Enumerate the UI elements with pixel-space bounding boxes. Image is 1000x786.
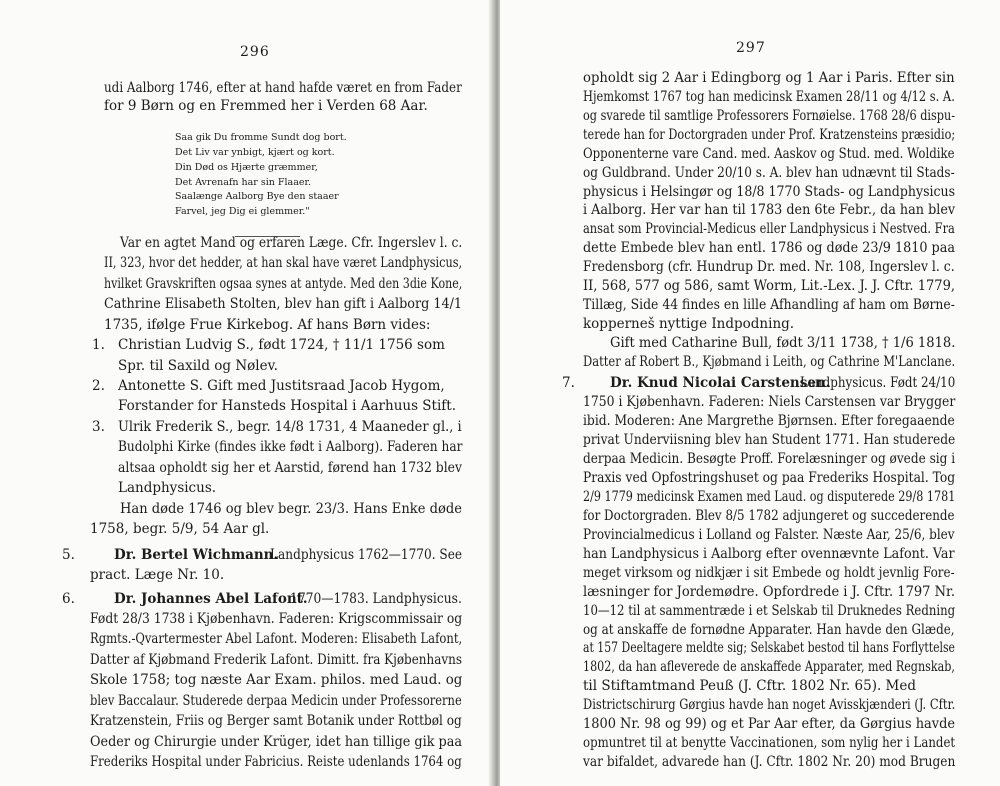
text-line: 2/9 1779 medicinsk Examen med Laud. og disputerede 29/8 1781: [583, 489, 956, 505]
text-line: 10—12 til at sammentræde i et Selskab til Druknedes Redning: [583, 602, 956, 619]
poem-line: Farvel, jeg Dig ei glemmer.": [175, 206, 310, 218]
text-line: 1758, begr. 5/9, 54 Aar gl.: [90, 520, 270, 537]
list-item: altsaa opholdt sig her et Aarstid, førend han 1732 blev: [118, 459, 462, 476]
text-line: Rgmts.-Qvartermester Abel Lafont. Moderen: Elisabeth Lafont,: [90, 631, 463, 648]
poem-line: Din Død os Hjærte græmmer,: [175, 161, 318, 173]
text-line: meget virksom og nidkjær i sit Embede og holdt jevnlig Fore-: [583, 564, 955, 581]
list-item: Budolphi Kirke (findes ikke født i Aalborg). Faderen har: [118, 439, 463, 456]
list-item: Spr. til Saxild og Nølev.: [118, 357, 278, 374]
text-line: Opponenterne vare Cand. med. Aaskov og Stud. med. Woldike: [583, 145, 955, 162]
text-line: Frederiks Hospital under Fabricius. Reiste udenlands 1764 og: [90, 754, 462, 770]
entry-name: Dr. Johannes Abel Lafont.: [114, 590, 308, 607]
text-line: Var en agtet Mand og erfaren Læge. Cfr. Ingerslev l. c.: [120, 235, 463, 252]
text-line: han Landphysicus i Aalborg efter ovennævnte Lafont. Var: [583, 545, 955, 562]
text-line: i Aalborg. Her var han til 1783 den 6te Febr., da han blev: [583, 202, 956, 219]
text-line: Fredensborg (cfr. Hundrup Dr. med. Nr. 108, Ingerslev l. c.: [583, 259, 955, 276]
text-line: 1735, ifølge Frue Kirkebog. Af hans Børn vides:: [104, 316, 431, 333]
list-item: Forstander for Hansteds Hospital i Aarhuus Stift.: [118, 398, 457, 415]
text-line: opmuntret til at benytte Vaccinationen, som nylig her i Landet: [583, 735, 956, 752]
text-line: Datter af Kjøbmand Frederik Lafont. Dimitt. fra Kjøbenhavns: [90, 651, 463, 668]
text-line: udi Aalborg 1746, efter at hand hafde været en from Fader: [104, 80, 462, 96]
text-line: for 9 Børn og en Fremmed her i Verden 68 Aar.: [104, 97, 428, 114]
text-line: 1800 Nr. 98 og 99) og et Par Aar efter, da Gørgius havde: [583, 716, 956, 733]
text-line: 1802, da han afleverede de anskaffede Apparater, med Regnskab,: [583, 659, 955, 676]
entry-name: Dr. Bertel Wichmann.: [114, 546, 279, 563]
entry-number: 6.: [62, 590, 75, 607]
text-line: 1750 i Kjøbenhavn. Faderen: Niels Carstensen var Brygger: [583, 394, 956, 411]
list-number: 2.: [92, 378, 105, 394]
list-number: 3.: [92, 418, 105, 435]
poem-line: Det Liv var ynbigt, kjært og kort.: [175, 146, 335, 158]
text-line: ibid. Moderen: Ane Margrethe Bjørnsen. Efter foregaaende: [583, 413, 955, 430]
list-item: Landphysicus.: [118, 480, 217, 497]
list-item: Christian Ludvig S., født 1724, † 11/1 1756 som: [118, 337, 445, 354]
text-line: Landphysicus. Født 24/10: [800, 375, 956, 392]
entry-number: 7.: [562, 375, 575, 392]
poem-line: Saalænge Aalborg Bye den staaer: [175, 191, 339, 203]
text-line: kopperneš nyttige Indpodning.: [583, 316, 795, 333]
list-item: Ulrik Frederik S., begr. 14/8 1731, 4 Maaneder gl., i: [118, 418, 462, 435]
text-line: var bifaldet, advarede han (J. Cftr. 1802 Nr. 20) mod Brugen: [583, 754, 956, 770]
poem-line: Det Avrenafn har sin Flaaer.: [175, 176, 312, 188]
list-item: Antonette S. Gift med Justitsraad Jacob Hygom,: [118, 378, 445, 394]
text-line: Gift med Catharine Bull, født 3/11 1738, † 1/6 1818.: [610, 334, 956, 351]
text-line: dette Embede blev han entl. 1786 og døde 23/9 1810 paa: [583, 240, 955, 257]
entry-name: Dr. Knud Nicolai Carstensen.: [610, 375, 831, 392]
text-line: terede han for Doctorgraden under Prof. Kratzensteins præsidio;: [583, 126, 956, 143]
page-number-right: 297: [736, 40, 766, 56]
text-line: blev Baccalaur. Studerede derpaa Medicin under Professorerne: [90, 692, 462, 709]
text-line: Cathrine Elisabeth Stolten, blev han gift i Aalborg 14/1: [104, 296, 463, 313]
text-line: Provincialmedicus i Lolland og Falster. Næste Aar, 25/6, blev: [583, 526, 955, 543]
text-line: Kratzenstein, Friis og Berger samt Botanik under Rottbøl og: [90, 713, 462, 730]
right-page: [500, 0, 1000, 786]
text-line: opholdt sig 2 Aar i Edingborg og 1 Aar i Paris. Efter sin: [583, 70, 955, 86]
text-line: Districtschirurg Gørgius havde han noget Avisskjænderi (J. Cftr.: [583, 697, 956, 714]
text-line: og svarede til samtlige Professorers Fornøielse. 1768 28/6 dispu-: [583, 107, 956, 124]
list-number: 1.: [92, 337, 105, 354]
page-number-left: 296: [240, 44, 270, 60]
text-line: læsninger for Jordemødre. Opfordrede i J. Cftr. 1797 Nr.: [583, 583, 955, 600]
text-line: derpaa Medicin. Besøgte Proff. Forelæsninger og øvede sig i: [583, 451, 956, 468]
text-line: Landphysicus 1762—1770. See: [270, 546, 463, 563]
text-line: og at anskaffe de fornødne Apparater. Han havde den Glæde,: [583, 621, 955, 638]
text-line: for Doctorgraden. Blev 8/5 1782 adjungeret og succederende: [583, 507, 955, 524]
text-line: Praxis ved Opfostringshuset og paa Frederiks Hospital. Tog: [583, 470, 956, 487]
poem-line: Saa gik Du fromme Sundt dog bort.: [175, 131, 347, 143]
entry-number: 5.: [62, 546, 75, 563]
text-line: pract. Læge Nr. 10.: [90, 567, 225, 584]
text-line: Født 28/3 1738 i Kjøbenhavn. Faderen: Krigscommissair og: [90, 611, 463, 628]
text-line: 1770—1783. Landphysicus.: [290, 590, 462, 607]
text-line: ansat som Provincial-Medicus eller Landphysicus i Nestved. Fra: [583, 221, 955, 238]
text-line: II, 323, hvor det hedder, at han skal have været Landphysicus,: [104, 255, 463, 272]
text-line: physicus i Helsingør og 18/8 1770 Stads- og Landphysicus: [583, 183, 956, 200]
text-line: Han døde 1746 og blev begr. 23/3. Hans Enke døde: [120, 500, 462, 517]
text-line: hvilket Gravskriften ogsaa synes at antyde. Med den 3die Kone,: [104, 275, 463, 292]
text-line: II, 568, 577 og 586, samt Worm, Lit.-Lex. J. J. Cftr. 1779,: [583, 278, 956, 295]
text-line: Oeder og Chirurgie under Krüger, idet han tillige gik paa: [90, 733, 463, 750]
text-line: Tillæg, Side 44 findes en lille Afhandling af ham om Børne-: [583, 297, 955, 314]
text-line: til Stiftamtmand Peuß (J. Cftr. 1802 Nr. 65). Med: [583, 678, 916, 695]
text-line: at 157 Deeltagere meldte sig; Selskabet bestod til hans Forflyttelse: [583, 640, 955, 657]
text-line: privat Underviisning blev han Student 1771. Han studerede: [583, 432, 956, 449]
left-page: [0, 0, 492, 786]
text-line: Hjemkomst 1767 tog han medicinsk Examen 28/11 og 4/12 s. A.: [583, 88, 955, 105]
text-line: Datter af Robert B., Kjøbmand i Leith, og Cathrine M'Lanclane.: [583, 353, 956, 370]
text-line: og Guldbrand. Under 20/10 s. A. blev han udnævnt til Stads-: [583, 164, 955, 181]
text-line: Skole 1758; tog næste Aar Exam. philos. med Laud. og: [90, 672, 463, 689]
